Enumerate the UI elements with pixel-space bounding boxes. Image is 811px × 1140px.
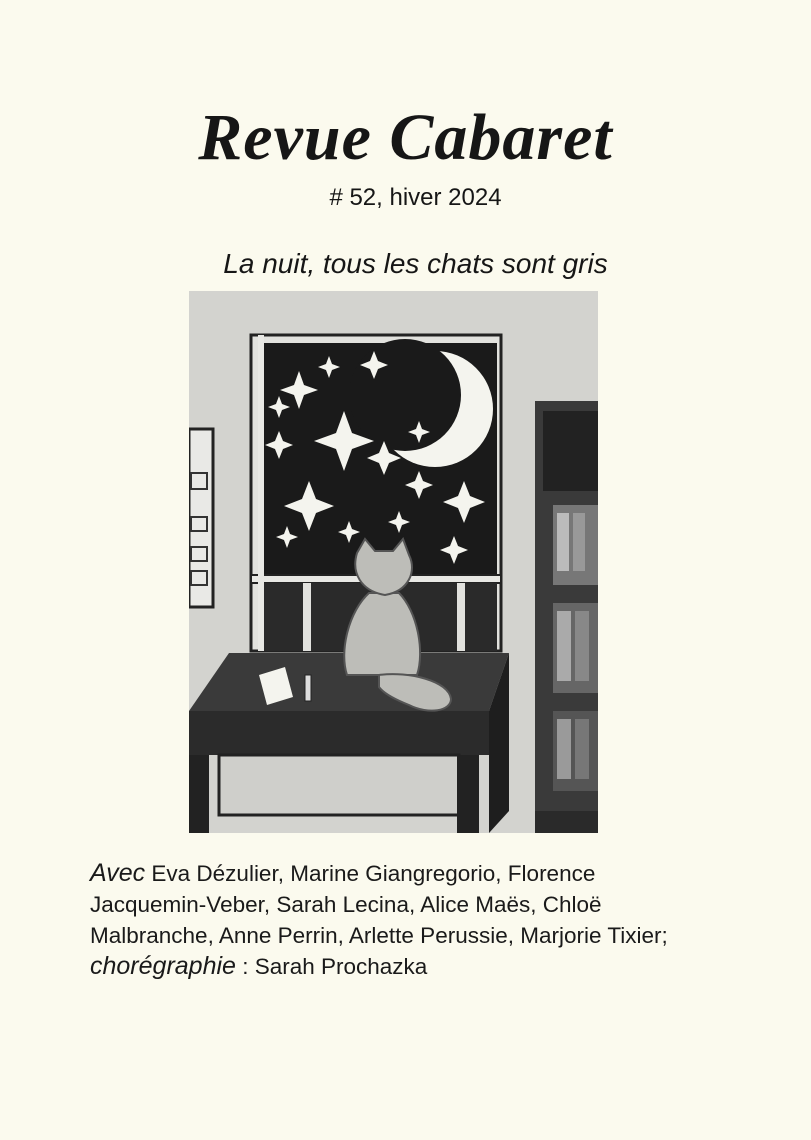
credits-text	[90, 858, 690, 982]
cast-names: Eva Dézulier, Marine Giangregorio, Florence Jacquemin-Veber, Sarah Lecina, Alice Maës, Chloë Malbranche, Anne Perrin, Arlette Perussie, Marjorie Tixier;	[90, 861, 668, 948]
cover-subtitle: La nuit, tous les chats sont gris	[223, 248, 608, 279]
desk	[189, 653, 509, 833]
wall-frame	[189, 429, 213, 607]
choreographer-name: Sarah Prochazka	[254, 954, 428, 979]
issue-number: # 52, hiver 2024	[329, 184, 502, 211]
page-title: Revue Cabaret	[198, 101, 613, 174]
cover-illustration	[189, 291, 598, 833]
choreography-label: chorégraphie	[90, 952, 236, 980]
bookcase	[535, 401, 598, 833]
credits-lead: Avec	[90, 859, 146, 887]
choreography-separator: :	[235, 954, 255, 979]
